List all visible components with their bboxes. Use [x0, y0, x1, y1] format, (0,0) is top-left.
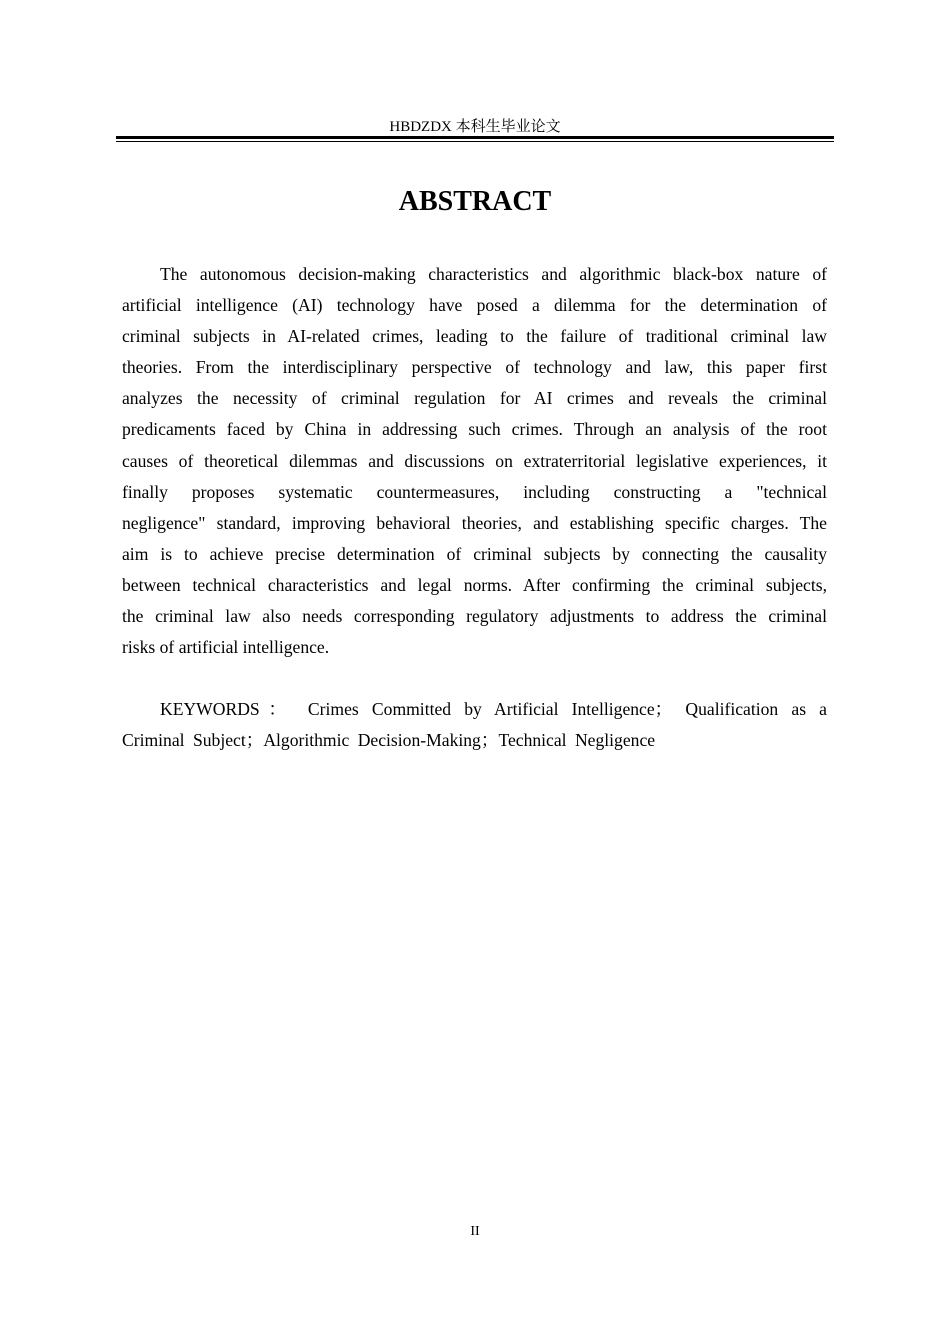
abstract-line: risks of artificial intelligence.	[122, 637, 330, 658]
abstract-line: between technical characteristics and legal norms. After confirming the criminal subjects,	[122, 574, 827, 595]
abstract-line: The autonomous decision-making characteristics and algorithmic black-box nature of	[160, 264, 827, 284]
header-rule-thick	[116, 136, 834, 139]
page-number: II	[470, 1224, 480, 1239]
header-rule-thin	[116, 141, 834, 142]
abstract-line: theories. From the interdisciplinary perspective of technology and law, this paper first	[122, 357, 827, 378]
abstract-line: finally proposes systematic countermeasures, including constructing a "technical	[122, 481, 827, 502]
keywords-paragraph	[122, 694, 827, 756]
abstract-line: predicaments faced by China in addressing such crimes. Through an analysis of the root	[122, 419, 827, 440]
abstract-line: negligence" standard, improving behavioral theories, and establishing specific charges. The	[122, 512, 827, 533]
abstract-paragraph	[122, 259, 827, 663]
abstract-line: artificial intelligence (AI) technology have posed a dilemma for the determination of	[122, 295, 827, 316]
abstract-line: analyzes the necessity of criminal regulation for AI crimes and reveals the criminal	[122, 388, 827, 409]
keywords-line: KEYWORDS： Crimes Committed by Artificial Intelligence； Qualification as a	[160, 699, 827, 719]
abstract-line: causes of theoretical dilemmas and discussions on extraterritorial legislative experiences, it	[122, 450, 827, 471]
keywords-line: Criminal Subject；Algorithmic Decision-Making；Technical Negligence	[122, 730, 656, 751]
page-title: ABSTRACT	[398, 186, 552, 217]
abstract-line: criminal subjects in AI-related crimes, leading to the failure of traditional criminal law	[122, 326, 827, 347]
running-header: HBDZDX 本科生毕业论文	[389, 119, 561, 135]
abstract-line: aim is to achieve precise determination of criminal subjects by connecting the causality	[122, 543, 827, 564]
abstract-line: the criminal law also needs corresponding regulatory adjustments to address the criminal	[122, 606, 827, 627]
